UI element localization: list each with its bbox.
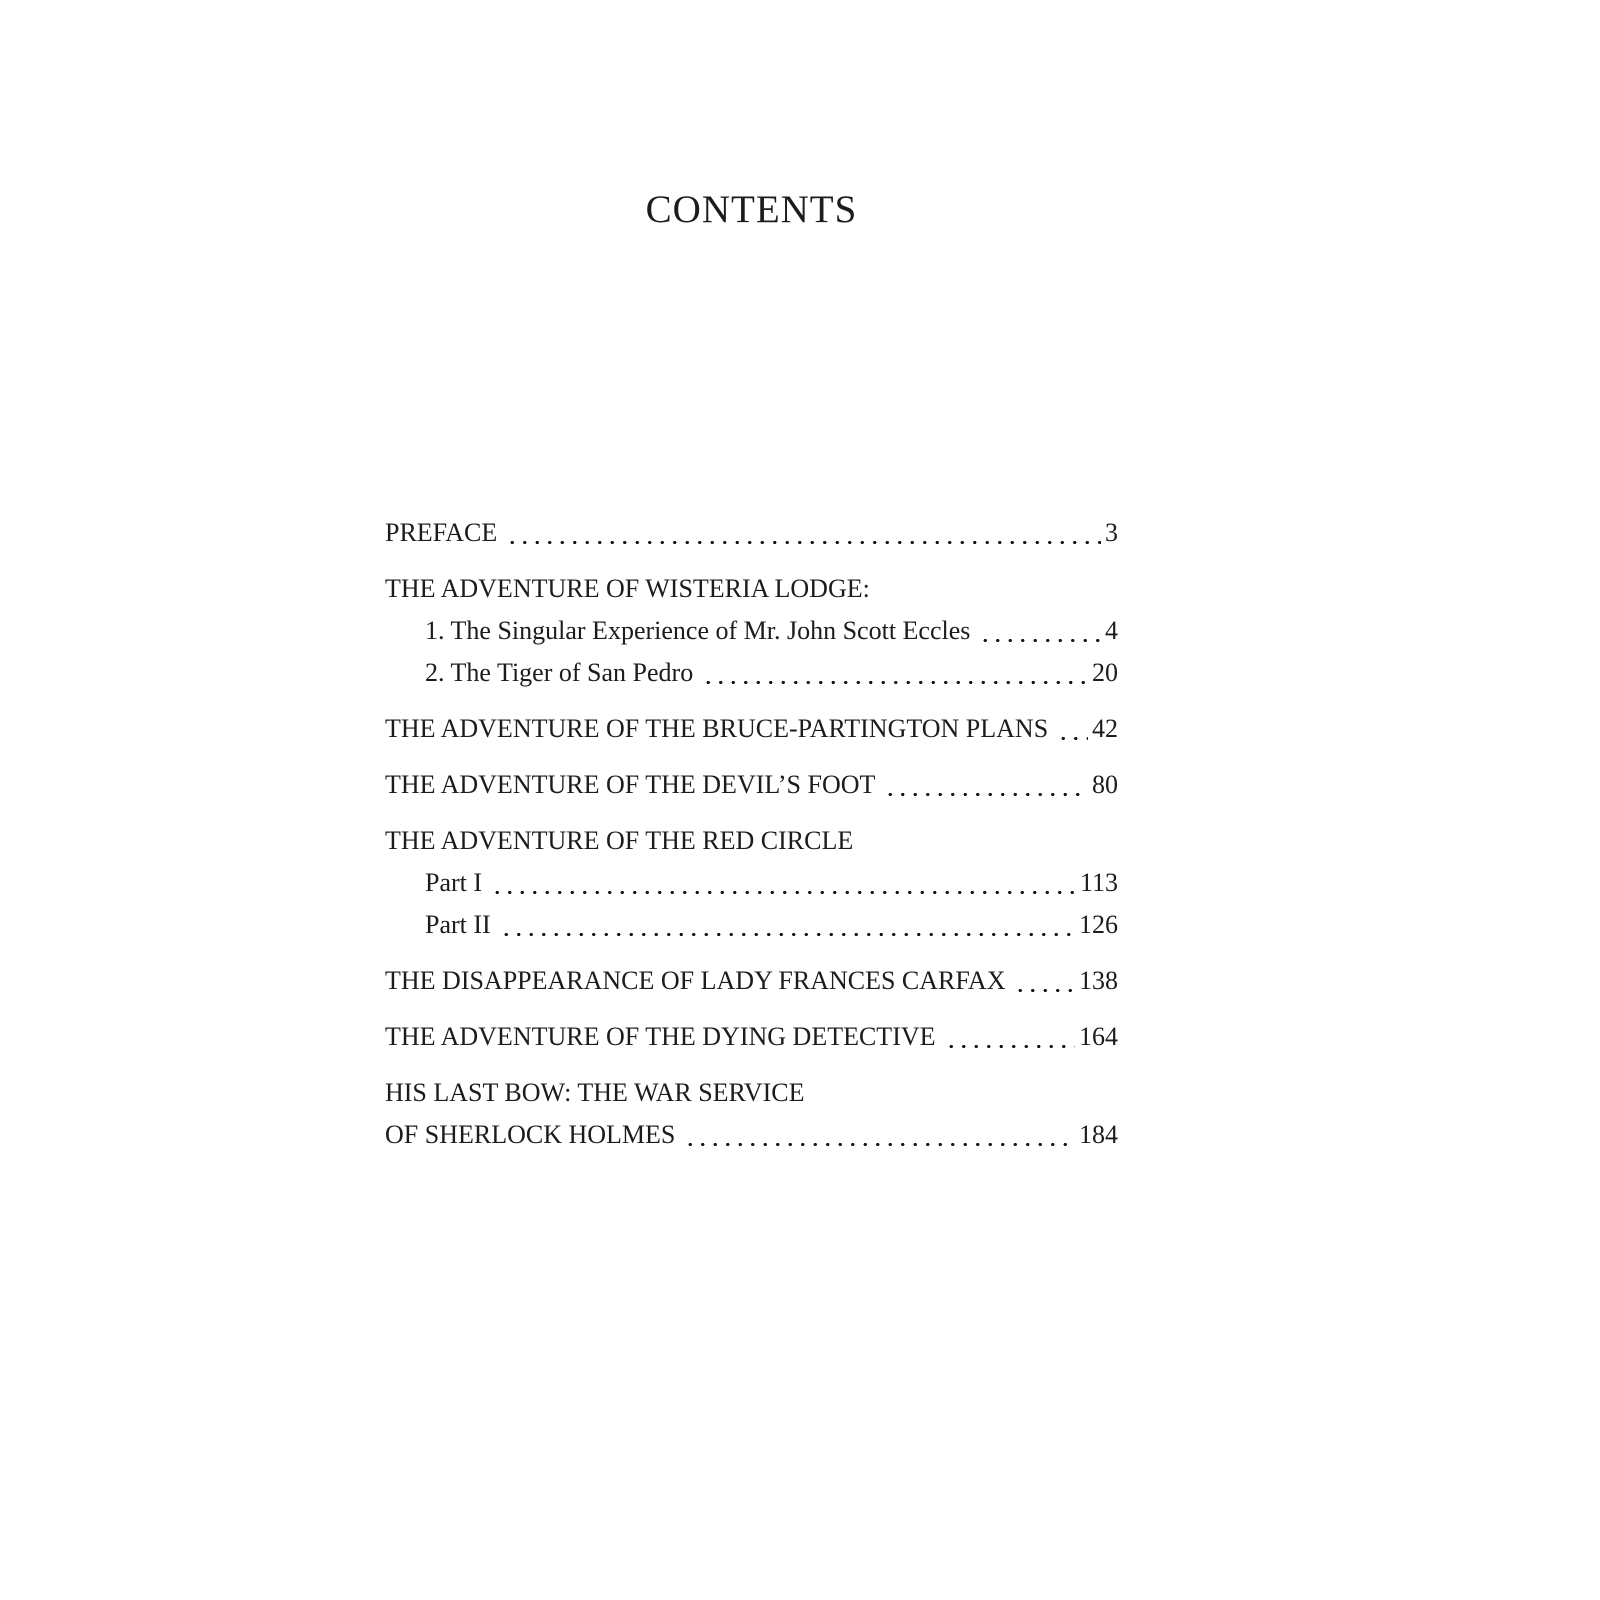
toc-group [385, 568, 1118, 694]
page-number: 113 [1079, 868, 1118, 897]
entry-label: THE ADVENTURE OF THE DYING DETECTIVE [385, 1022, 936, 1051]
entry-label: Part I [425, 868, 483, 897]
toc-entry [385, 512, 1118, 554]
page-number: 126 [1079, 910, 1118, 939]
toc-entry [385, 1072, 1118, 1114]
toc-entry [385, 820, 1118, 862]
dot-leader [945, 1016, 1075, 1058]
page-title: CONTENTS [645, 188, 858, 231]
entry-label: Part II [425, 910, 491, 939]
entry-label: THE ADVENTURE OF THE DEVIL’S FOOT [385, 770, 876, 799]
toc-entry [385, 960, 1118, 1002]
toc-group [385, 820, 1118, 946]
toc-group [385, 1072, 1118, 1156]
page-number: 138 [1079, 966, 1118, 995]
entry-label: 2. The Tiger of San Pedro [425, 658, 694, 687]
entry-label: THE ADVENTURE OF THE BRUCE-PARTINGTON PLANS [385, 714, 1049, 743]
toc-group [385, 960, 1118, 1002]
toc-entry [385, 708, 1118, 750]
dot-leader [1014, 960, 1075, 1002]
entry-label: HIS LAST BOW: THE WAR SERVICE [385, 1078, 805, 1107]
dot-leader [1057, 708, 1088, 750]
page-number: 42 [1092, 714, 1118, 743]
entry-label: PREFACE [385, 518, 498, 547]
entry-label: OF SHERLOCK HOLMES [385, 1120, 676, 1149]
dot-leader [884, 764, 1088, 806]
dot-leader [506, 512, 1101, 554]
toc-group [385, 708, 1118, 750]
toc-entry [385, 568, 1118, 610]
toc-entry [385, 764, 1118, 806]
page-number: 3 [1105, 518, 1118, 547]
toc-group [385, 764, 1118, 806]
toc-group [385, 1016, 1118, 1058]
page-number: 4 [1105, 616, 1118, 645]
toc-entry [385, 652, 1118, 694]
dot-leader [684, 1114, 1075, 1156]
toc-entry [385, 610, 1118, 652]
toc-entry [385, 862, 1118, 904]
page-number: 20 [1092, 658, 1118, 687]
entry-label: 1. The Singular Experience of Mr. John Scott Eccles [425, 616, 971, 645]
entry-label: THE ADVENTURE OF WISTERIA LODGE: [385, 574, 870, 603]
entry-label: THE DISAPPEARANCE OF LADY FRANCES CARFAX [385, 966, 1006, 995]
page-number: 164 [1079, 1022, 1118, 1051]
toc-group [385, 512, 1118, 554]
dot-leader [979, 610, 1101, 652]
page-number: 184 [1079, 1120, 1118, 1149]
dot-leader [500, 904, 1075, 946]
toc-entry [385, 1016, 1118, 1058]
dot-leader [702, 652, 1088, 694]
page-number: 80 [1092, 770, 1118, 799]
table-of-contents [385, 512, 1118, 1170]
entry-label: THE ADVENTURE OF THE RED CIRCLE [385, 826, 854, 855]
toc-entry [385, 904, 1118, 946]
toc-entry [385, 1114, 1118, 1156]
dot-leader [491, 862, 1076, 904]
